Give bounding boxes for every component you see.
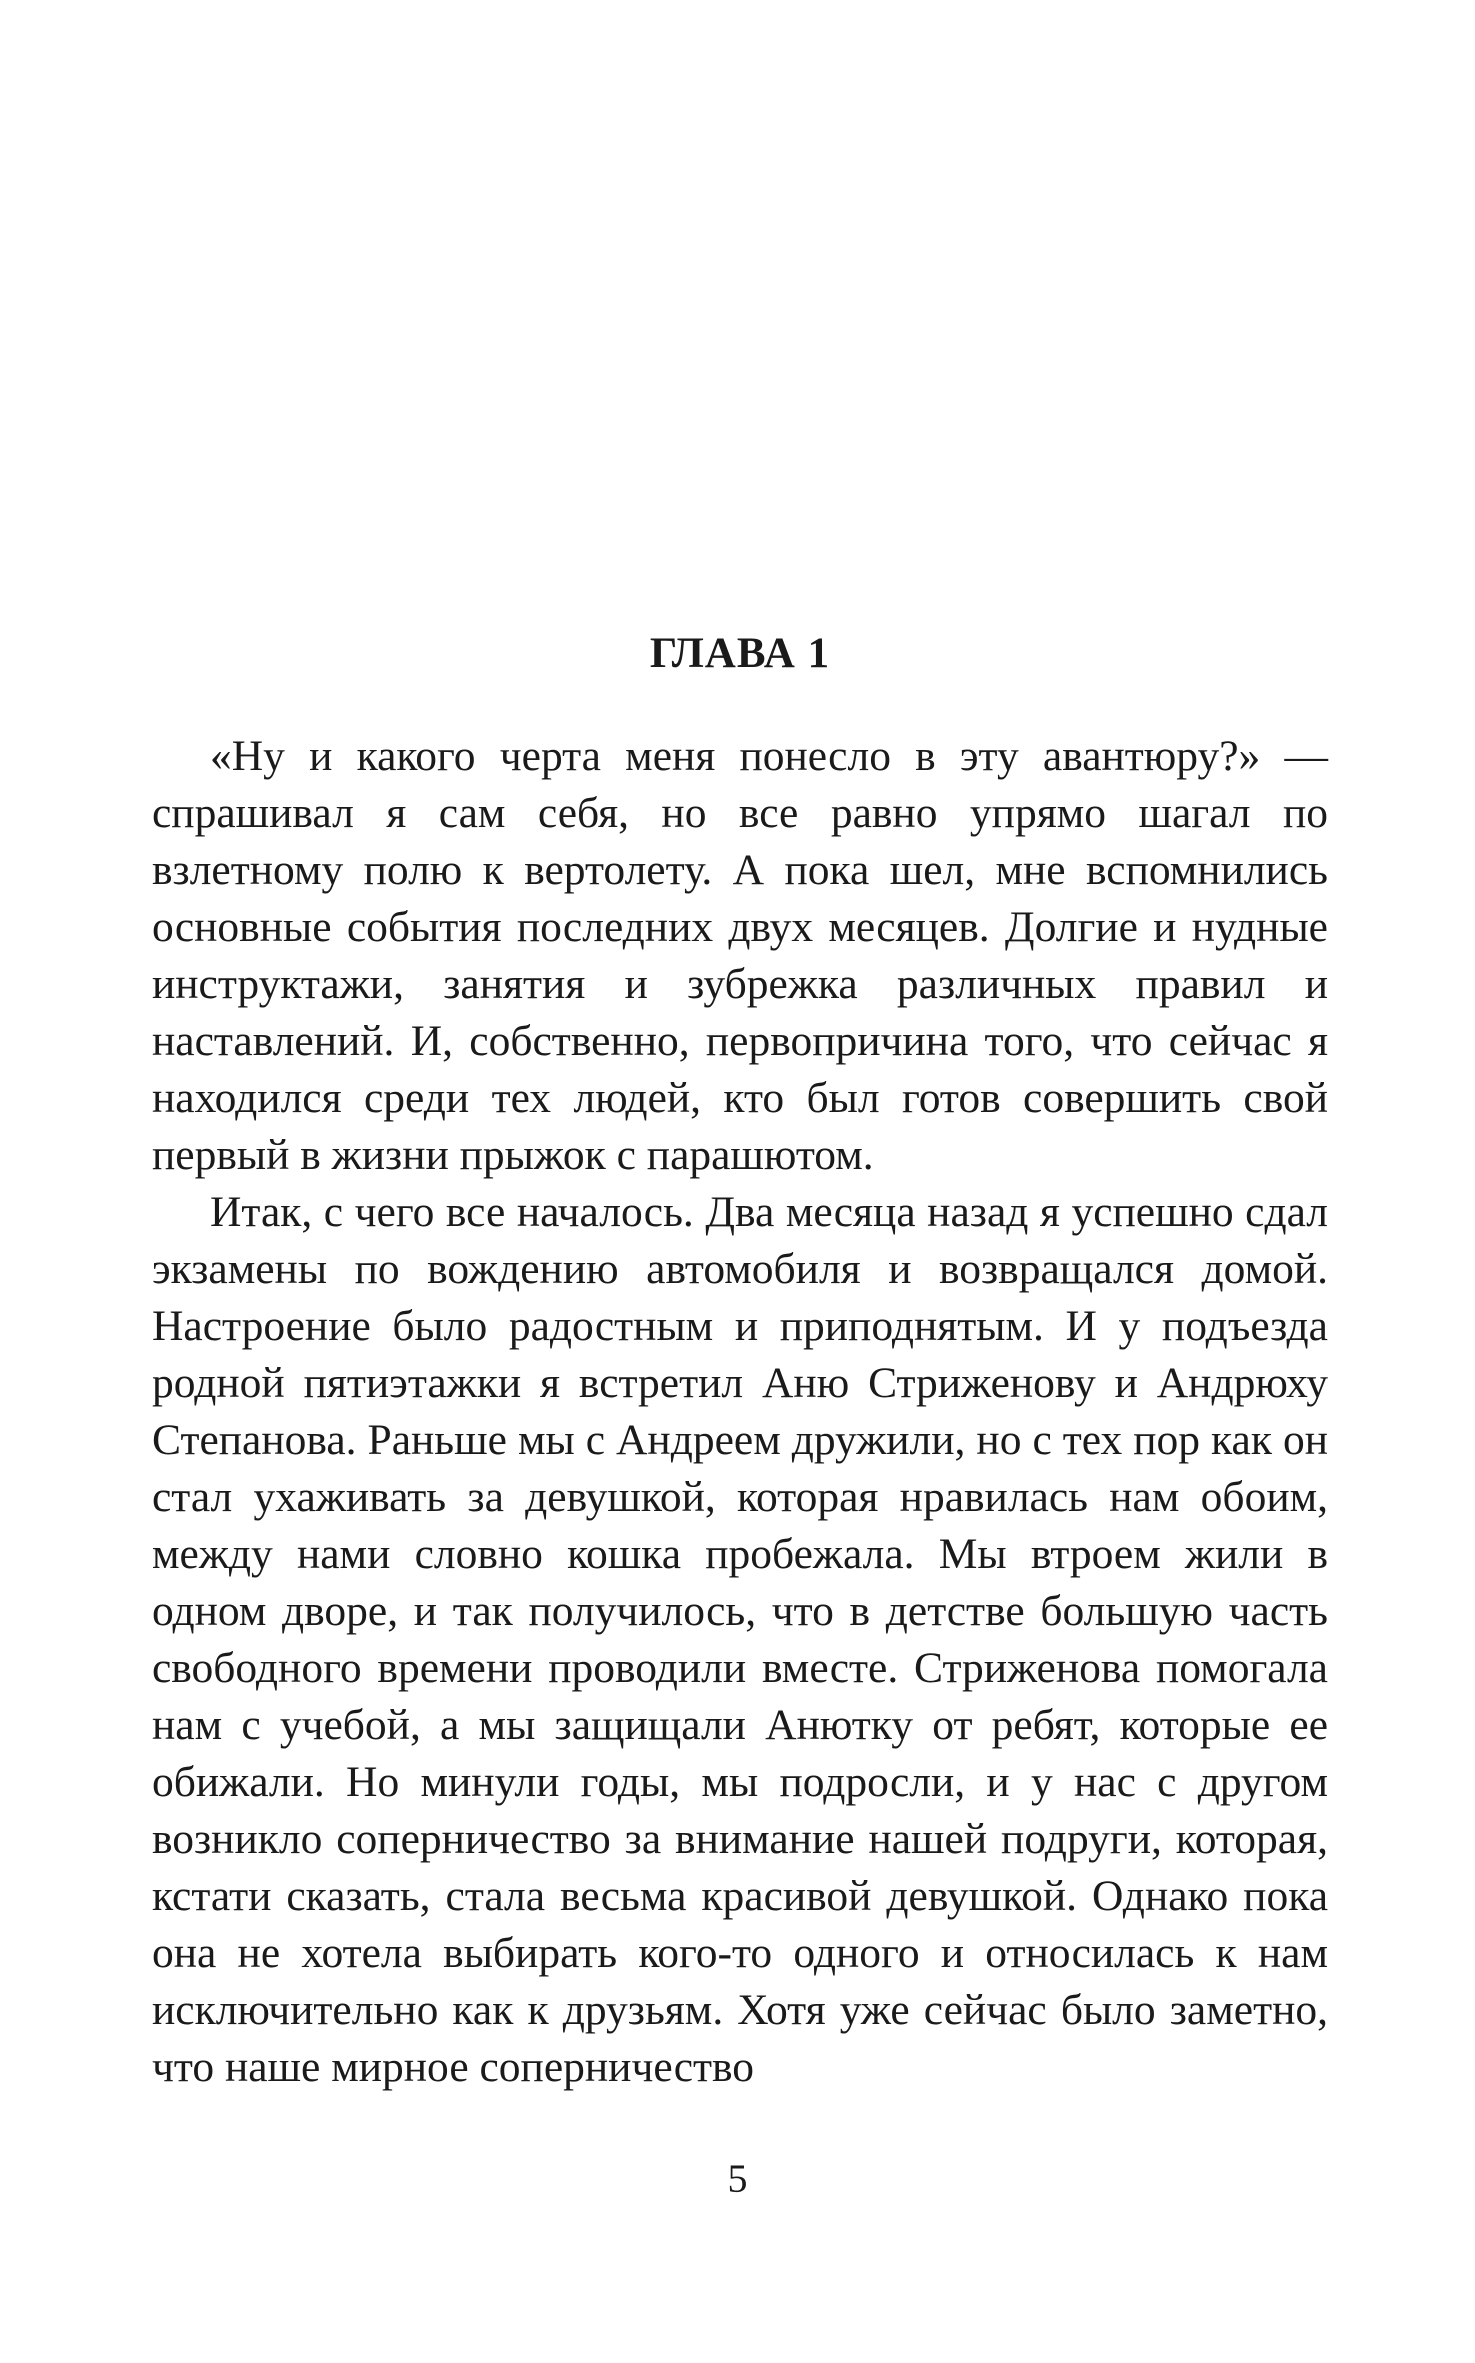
body-text <box>152 728 1328 2096</box>
paragraph-2: Итак, с чего все началось. Два месяца назад я успешно сдал экзамены по вождению автомобиля и возвращался домой. Настроение было радостным и приподнятым. И у подъезда родной пятиэтажки я встретил Аню Стриженову и Андрюху Степанова. Раньше мы с Андреем дружили, но с тех пор как он стал ухаживать за девушкой, которая нравилась нам обоим, между нами словно кошка пробежала. Мы втроем жили в одном дворе, и так получилось, что в детстве большую часть свободного времени проводили вместе. Стриженова помогала нам с учебой, а мы защищали Анютку от ребят, которые ее обижали. Но минули годы, мы подросли, и у нас с другом возникло соперничество за внимание нашей подруги, которая, кстати сказать, стала весьма красивой девушкой. Однако пока она не хотела выбирать кого-то одного и относилась к нам исключительно как к друзьям. Хотя уже сейчас было заметно, что наше мирное соперничество <box>152 1188 1328 2091</box>
paragraph-1: «Ну и какого черта меня понесло в эту авантюру?» — спрашивал я сам себя, но все равно упрямо шагал по взлетному полю к вертолету. А пока шел, мне вспомнились основные события последних двух месяцев. Долгие и нудные инструктажи, занятия и зубрежка различных правил и наставлений. И, собственно, первопричина того, что сейчас я находился среди тех людей, кто был готов совершить свой первый в жизни прыжок с парашютом. <box>152 732 1328 1179</box>
page-number: 5 <box>727 2156 748 2201</box>
chapter-title: ГЛАВА 1 <box>649 630 831 677</box>
